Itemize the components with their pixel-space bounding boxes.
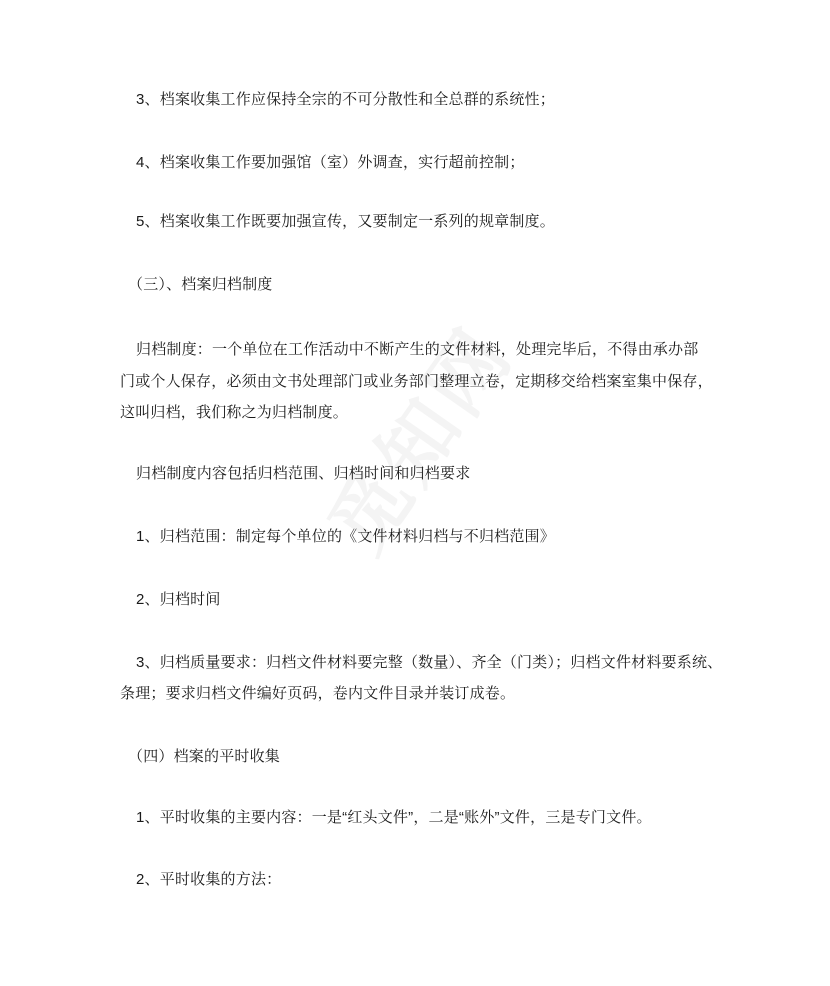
- list-item-3: 3、档案收集工作应保持全宗的不可分散性和全总群的系统性；: [136, 91, 555, 108]
- list-item-2-method: 2、平时收集的方法：: [136, 871, 282, 888]
- paragraph-line: 门或个人保存，必须由文书处理部门或业务部门整理立卷，定期移交给档案室集中保存，: [120, 373, 713, 390]
- paragraph-line: 条理；要求归档文件编好页码，卷内文件目录并装订成卷。: [120, 685, 516, 702]
- paragraph-line: 这叫归档，我们称之为归档制度。: [120, 404, 349, 421]
- paragraph: 归档制度内容包括归档范围、归档时间和归档要求: [136, 465, 471, 482]
- list-item-3-quality: 3、归档质量要求：归档文件材料要完整（数量）、齐全（门类）；归档文件材料要系统、: [136, 654, 723, 671]
- section-heading-3: （三）、档案归档制度: [128, 276, 273, 293]
- list-item-1: 1、归档范围：制定每个单位的《文件材料归档与不归档范围》: [136, 528, 555, 545]
- list-item-1-content: 1、平时收集的主要内容：一是“红头文件”，二是“账外”文件，三是专门文件。: [136, 809, 652, 826]
- paragraph-line: 归档制度：一个单位在工作活动中不断产生的文件材料，处理完毕后，不得由承办部: [136, 341, 699, 358]
- list-item-4: 4、档案收集工作要加强馆（室）外调查，实行超前控制；: [136, 154, 525, 171]
- list-item-2: 2、归档时间: [136, 591, 221, 608]
- list-item-5: 5、档案收集工作既要加强宣传，又要制定一系列的规章制度。: [136, 213, 555, 230]
- section-heading-4: （四）档案的平时收集: [128, 748, 281, 765]
